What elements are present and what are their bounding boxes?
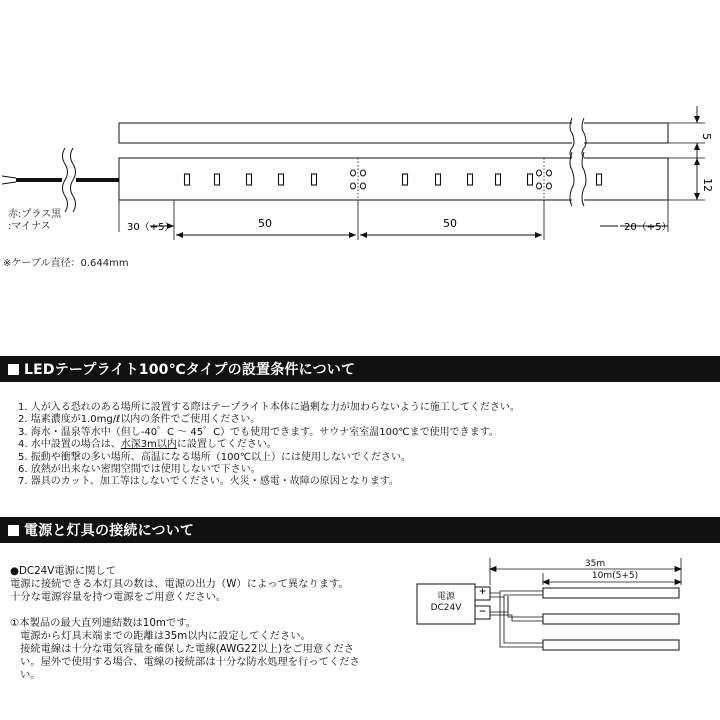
max-connection-paragraph	[10, 617, 420, 682]
paragraph-line: い。	[20, 669, 41, 681]
wiring-diagram-svg	[405, 555, 715, 705]
section-title: LEDテープライト100℃タイプの設置条件について	[24, 362, 356, 378]
led-chip	[496, 174, 501, 185]
paragraph-line: い。屋外で使用する場合、電線の接続部は十分な防水処理を行ってくださ	[20, 656, 360, 668]
dim-side-bottom: 12	[701, 178, 714, 192]
list-item: 3. 海水・温泉等水中（但し-40゜C ～ 45゜C）でも使用できます。サウナ室室温100℃まで使用できます。	[18, 426, 499, 438]
cut-lines	[358, 158, 544, 200]
tape-side-view	[119, 118, 668, 157]
section-header-connection	[0, 517, 720, 543]
power-supply-paragraph	[10, 565, 420, 604]
dim-left: 30（+5）	[127, 222, 175, 233]
solder-pad	[537, 183, 542, 189]
led-chip	[597, 174, 602, 185]
dimension-arrows	[150, 106, 697, 235]
wire-note-minus: :マイナス	[8, 221, 51, 232]
paragraph-line: 電源に接続できる本灯具の数は、電源の出力（W）によって異なります。	[10, 578, 349, 590]
solder-pad	[351, 170, 356, 176]
distance-total-label: 35m	[584, 559, 606, 569]
section-title: 電源と灯具の接続について	[24, 523, 195, 539]
led-chip	[185, 174, 190, 185]
square-bullet-icon	[8, 364, 19, 375]
led-tape-dimension-diagram	[0, 0, 720, 300]
dim-right: 20（+5）	[624, 222, 672, 233]
paragraph-line: 接続電線は十分な電気容量を確保した電線(AWG22以上)をご用意くださ	[20, 643, 355, 655]
solder-pad	[537, 170, 542, 176]
solder-pad	[351, 183, 356, 189]
list-item: 7. 器具のカット、加工等はしないでください。火災・感電・故障の原因となります。	[18, 476, 399, 488]
paragraph-line: ①本製品の最大直列連結数は10mです。	[10, 617, 196, 629]
psu-label-line1: 電源	[436, 592, 455, 602]
cable	[2, 148, 119, 212]
led-chip	[436, 174, 441, 185]
wiring-diagram	[405, 555, 715, 705]
installation-conditions-list	[18, 402, 718, 489]
dim-side-top: 5	[700, 133, 713, 140]
plus-terminal: +	[478, 587, 487, 597]
psu-label	[417, 592, 475, 614]
distance-segment-label: 10m(5+5)	[591, 571, 639, 581]
list-item: 5. 振動や衝撃の多い場所、高温になる場所（100℃以上）には使用しないでください。	[18, 451, 412, 463]
led-chip	[279, 174, 284, 185]
led-chip	[312, 174, 317, 185]
solder-pad	[547, 170, 552, 176]
tape-top-view	[119, 152, 668, 206]
wire-note-plus: 赤:プラス黒	[8, 209, 62, 220]
cable-diameter-note: ※ケーブル直径：0.644mm	[3, 258, 129, 269]
psu-label-line2: DC24V	[430, 603, 462, 613]
square-bullet-icon	[8, 525, 19, 536]
paragraph-line: 電源から灯具末端までの距離は35m以内に設定してください。	[20, 630, 311, 642]
paragraph-line: 十分な電源容量を持つ電源をご用意ください。	[10, 591, 227, 603]
item4-suffix: に設置してください。	[176, 439, 277, 451]
minus-terminal: −	[478, 607, 487, 617]
led-chip	[528, 174, 533, 185]
list-item: 6. 放熱が出来ない密閉空間では使用しないで下さい。	[18, 464, 261, 476]
list-item: 2. 塩素濃度が1.0mg/ℓ以内の条件でご使用ください。	[18, 414, 261, 426]
dimension-extension-lines	[119, 123, 705, 240]
paragraph-heading: ●DC24V電源に関して	[10, 565, 117, 577]
solder-pad	[361, 170, 366, 176]
solder-pad	[547, 183, 552, 189]
cut-pads	[351, 170, 552, 189]
led-chip	[215, 174, 220, 185]
dim-pitch-1: 50	[258, 217, 272, 230]
led-chip	[468, 174, 473, 185]
led-chip	[247, 174, 252, 185]
item4-depth: 水深3m以内	[120, 439, 177, 451]
dim-pitch-2: 50	[443, 217, 457, 230]
solder-pad	[361, 183, 366, 189]
led-chip	[403, 174, 408, 185]
section-header-installation	[0, 356, 720, 382]
list-item: 1. 人が入る恐れのある場所に設置する際はテープライト本体に過剰な力が加わらないように施工してください。	[18, 402, 520, 413]
wire-color-note	[8, 209, 61, 233]
list-item	[18, 439, 718, 451]
item4-prefix: 4. 水中設置の場合は、	[18, 439, 121, 451]
